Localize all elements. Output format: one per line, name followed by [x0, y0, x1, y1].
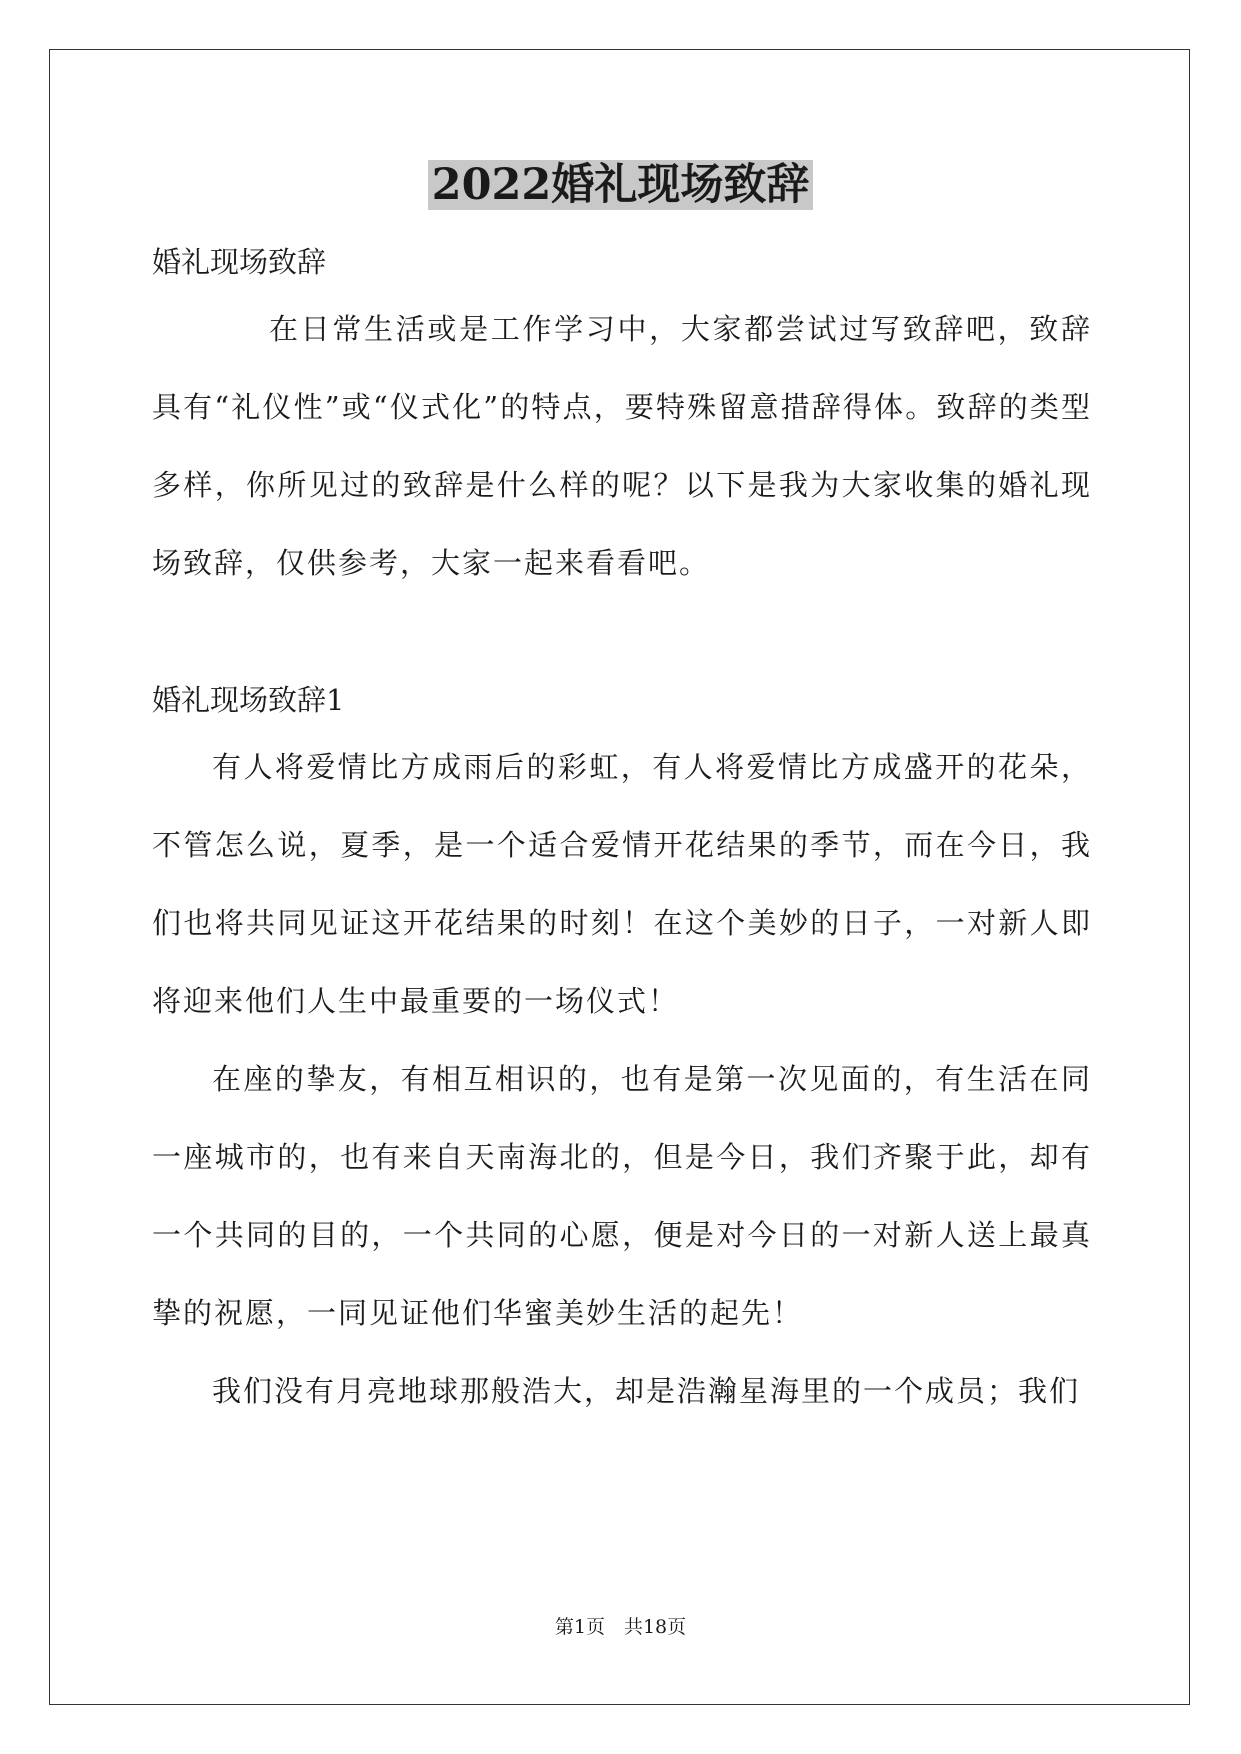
body-paragraph-3: 我们没有月亮地球那般浩大，却是浩瀚星海里的一个成员；我们 [212, 1374, 1081, 1408]
intro-paragraph: 在日常生活或是工作学习中，大家都尝试过写致辞吧，致辞具有“礼仪性”或“仪式化”的特点，要特殊留意措辞得体。致辞的类型多样，你所见过的致辞是什么样的呢？以下是我为大家收集的婚礼现场致辞，仅供参考，大家一起来看看吧。 [152, 312, 1092, 580]
document-title-text: 2022婚礼现场致辞 [428, 160, 814, 210]
section-heading: 婚礼现场致辞1 [152, 683, 345, 717]
document-title [0, 156, 1241, 214]
body-paragraph-2: 在座的挚友，有相互相识的，也有是第一次见面的，有生活在同一座城市的，也有来自天南海北的，但是今日，我们齐聚于此，却有一个共同的目的，一个共同的心愿，便是对今日的一对新人送上最真挚的祝愿，一同见证他们华蜜美妙生活的起先！ [152, 1062, 1092, 1330]
intro-heading: 婚礼现场致辞 [152, 245, 327, 279]
page-number-footer: 第1页 共18页 [554, 1616, 687, 1638]
body-paragraph-1: 有人将爱情比方成雨后的彩虹，有人将爱情比方成盛开的花朵，不管怎么说，夏季，是一个适合爱情开花结果的季节，而在今日，我们也将共同见证这开花结果的时刻！在这个美妙的日子，一对新人即将迎来他们人生中最重要的一场仪式！ [152, 750, 1092, 1018]
